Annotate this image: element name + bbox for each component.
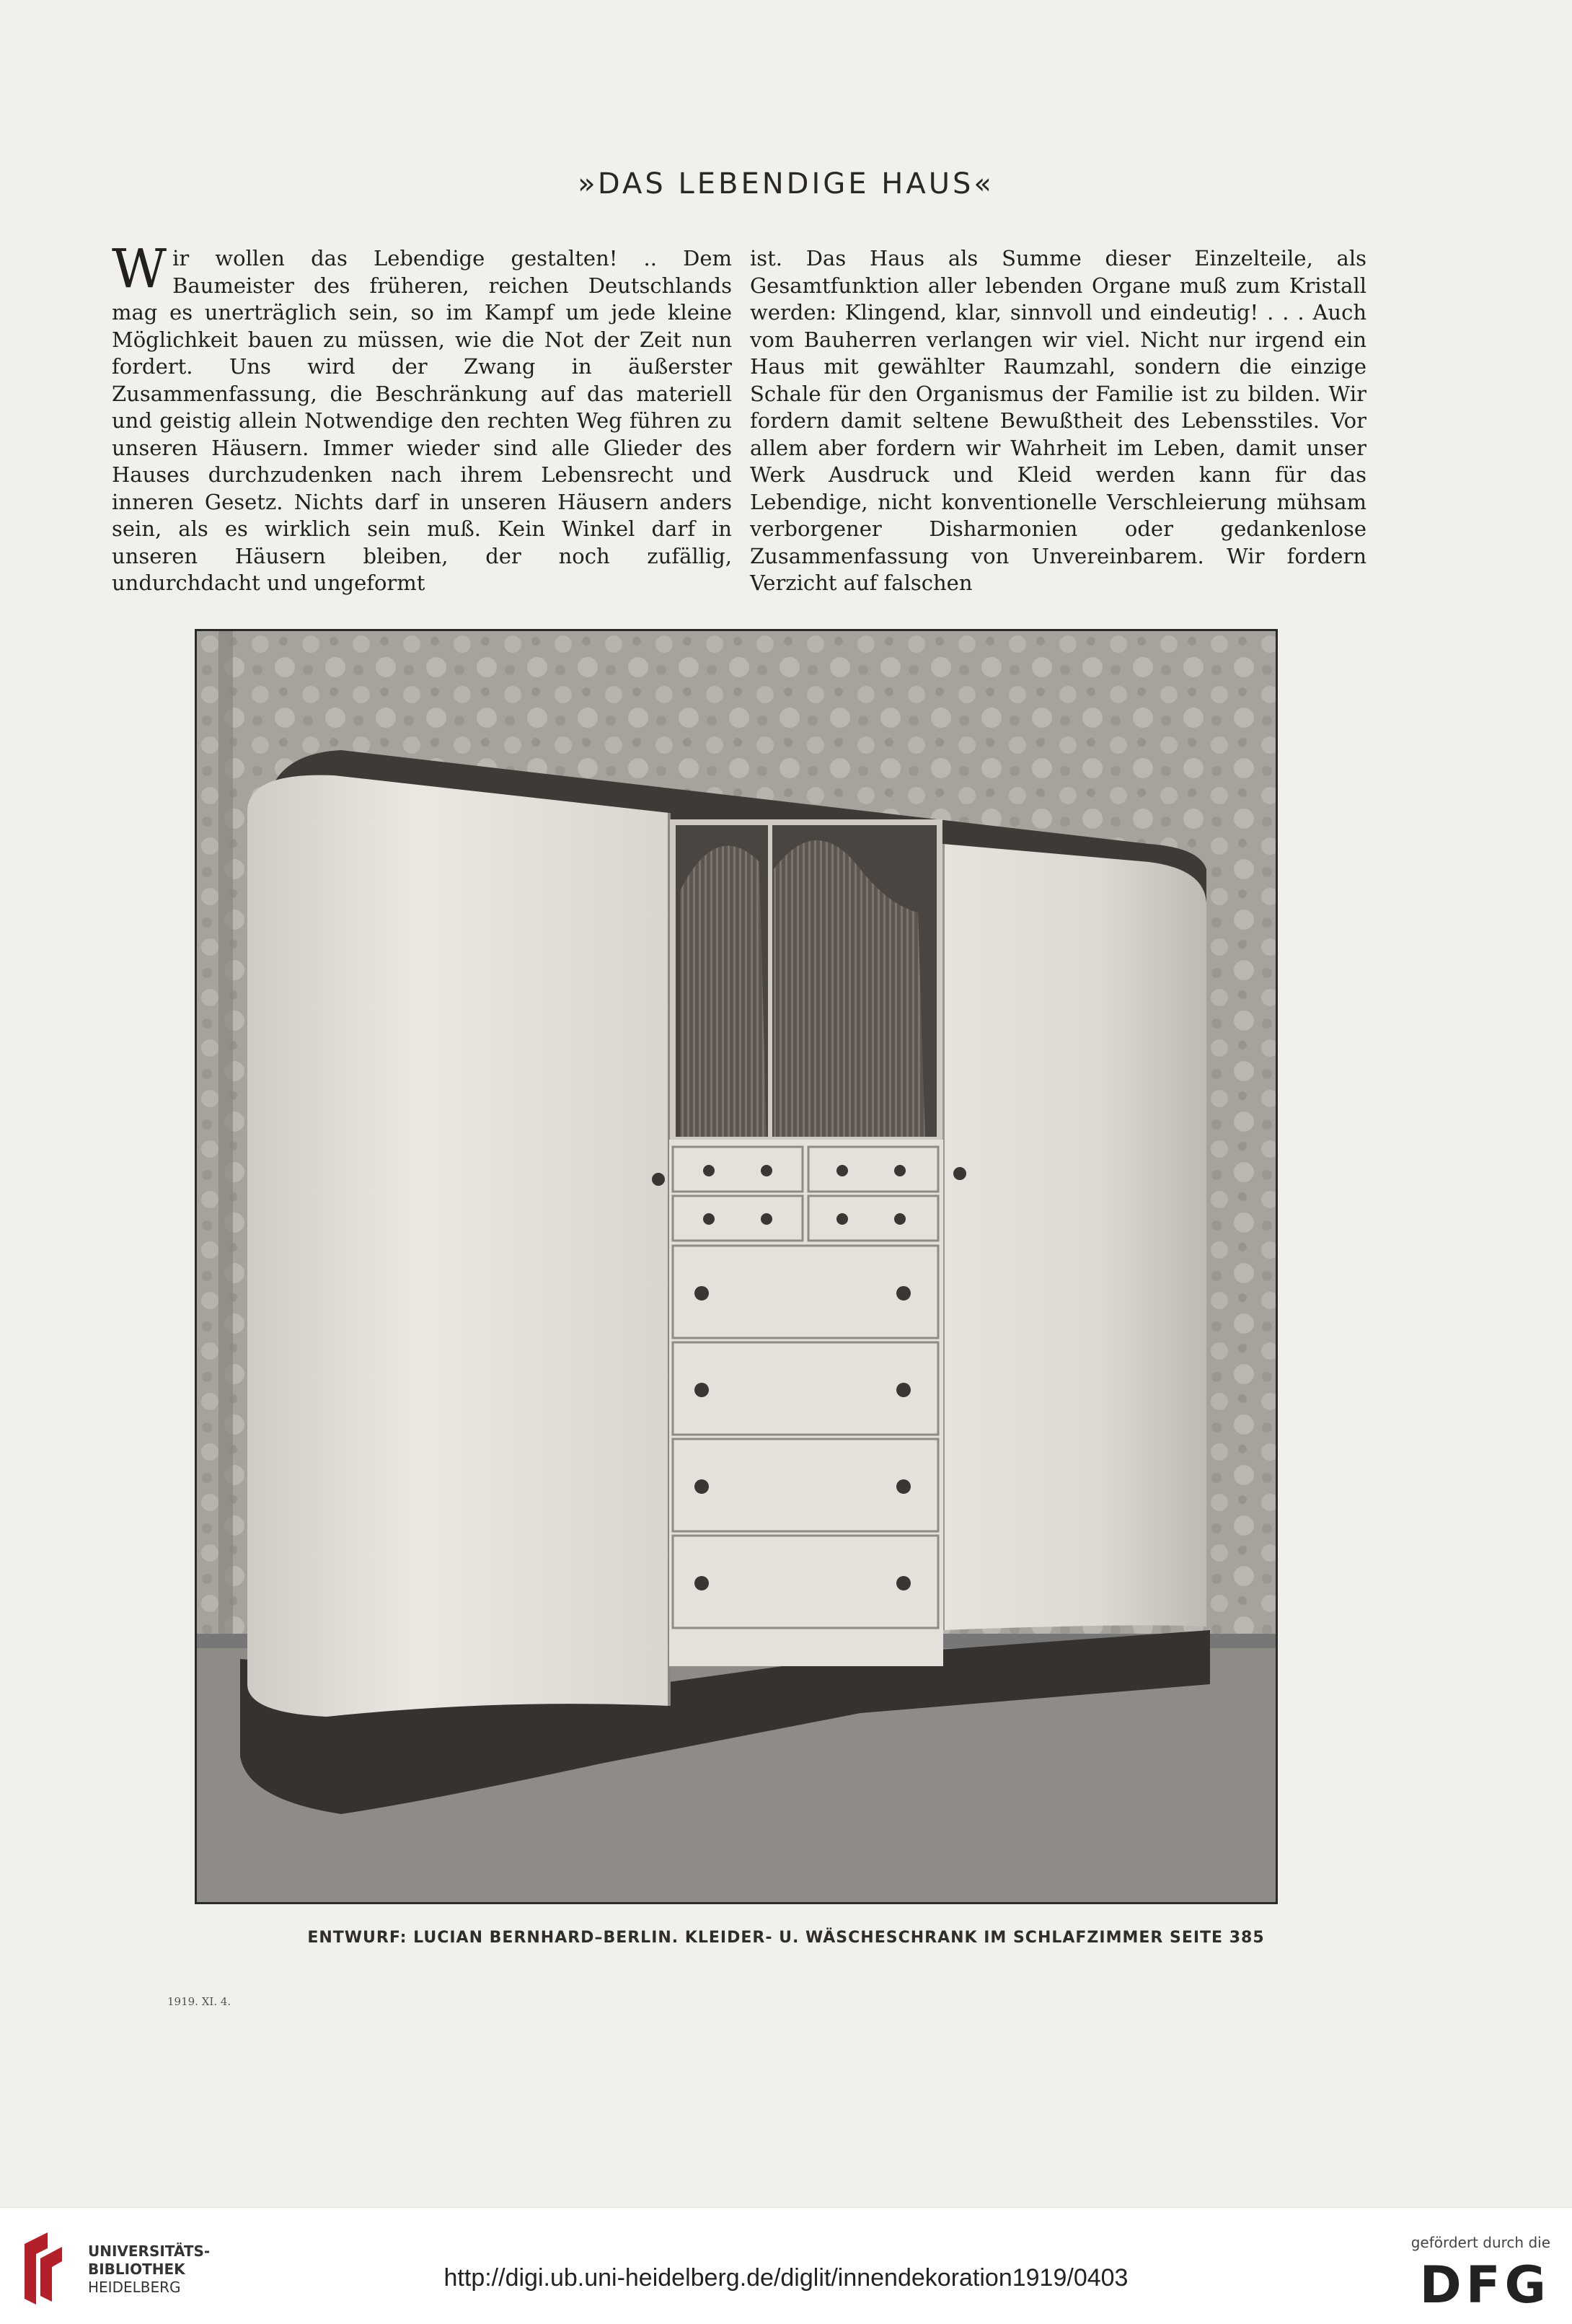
library-line-2: BIBLIOTHEK (88, 2261, 185, 2278)
library-line-1: UNIVERSITÄTS- (88, 2242, 211, 2260)
viewer-footer (0, 2207, 1572, 2324)
figure-caption: ENTWURF: LUCIAN BERNHARD–BERLIN. KLEIDER- U. WÄSCHESCHRANK IM SCHLAFZIMMER SEITE 385 (307, 1929, 1265, 1947)
right-column-text: ist. Das Haus als Summe dieser Einzelteile, als Gesamtfunktion aller lebenden Organe muß zum Kristall werden: Klingend, klar, sinnvoll und eindeutig! . . . Auch vom Bauherren verlangen wir viel. Nicht nur irgend ein Haus mit gewählter Raumzahl, sondern die einzige Schale für den Organismus der Familie ist zu bilden. Wir fordern damit seltene Bewußtheit des Lebensstiles. Vor allem aber fordern wir Wahrheit im Leben, damit unser Werk Ausdruck und Kleid werden kann für das Lebendige, nicht konventionelle Verschleierung mühsam verborgener Disharmonien oder gedankenlose Zusammenfassung von Unvereinbarem. Wir fordern Verzicht auf falschen (750, 246, 1366, 595)
drop-cap: W (112, 238, 167, 300)
library-line-3: HEIDELBERG (88, 2279, 181, 2296)
dfg-logo: DFG (1419, 2255, 1550, 2315)
article-title: »DAS LEBENDIGE HAUS« (578, 167, 994, 201)
text-column-left (112, 238, 732, 597)
permalink-url[interactable]: http://digi.ub.uni-heidelberg.de/diglit/innendekoration1919/0403 (443, 2264, 1129, 2292)
issue-marker: 1919. XI. 4. (167, 1995, 231, 2008)
text-column-right (750, 245, 1366, 597)
funding-label: gefördert durch die (1410, 2234, 1550, 2251)
wardrobe-photo (195, 629, 1278, 1904)
left-column-text: ir wollen das Lebendige gestalten! .. Dem Baumeister des früheren, reichen Deutschlands mag es unerträglich sein, so im Kampf um jede kleine Möglichkeit bauen zu müssen, wie die Not der Zeit nun fordert. Uns wird der Zwang in äußerster Zusammenfassung, die Beschränkung auf das materiell und geistig allein Notwendige den rechten Weg führen zu unseren Häusern. Immer wieder sind alle Glieder des Hauses durchzudenken nach ihrem Lebensrecht und inneren Gesetz. Nichts darf in unseren Häusern anders sein, als es wirklich sein muß. Kein Winkel darf in unseren Häusern bleiben, der noch zufällig, undurchdacht und ungeformt (112, 246, 732, 595)
